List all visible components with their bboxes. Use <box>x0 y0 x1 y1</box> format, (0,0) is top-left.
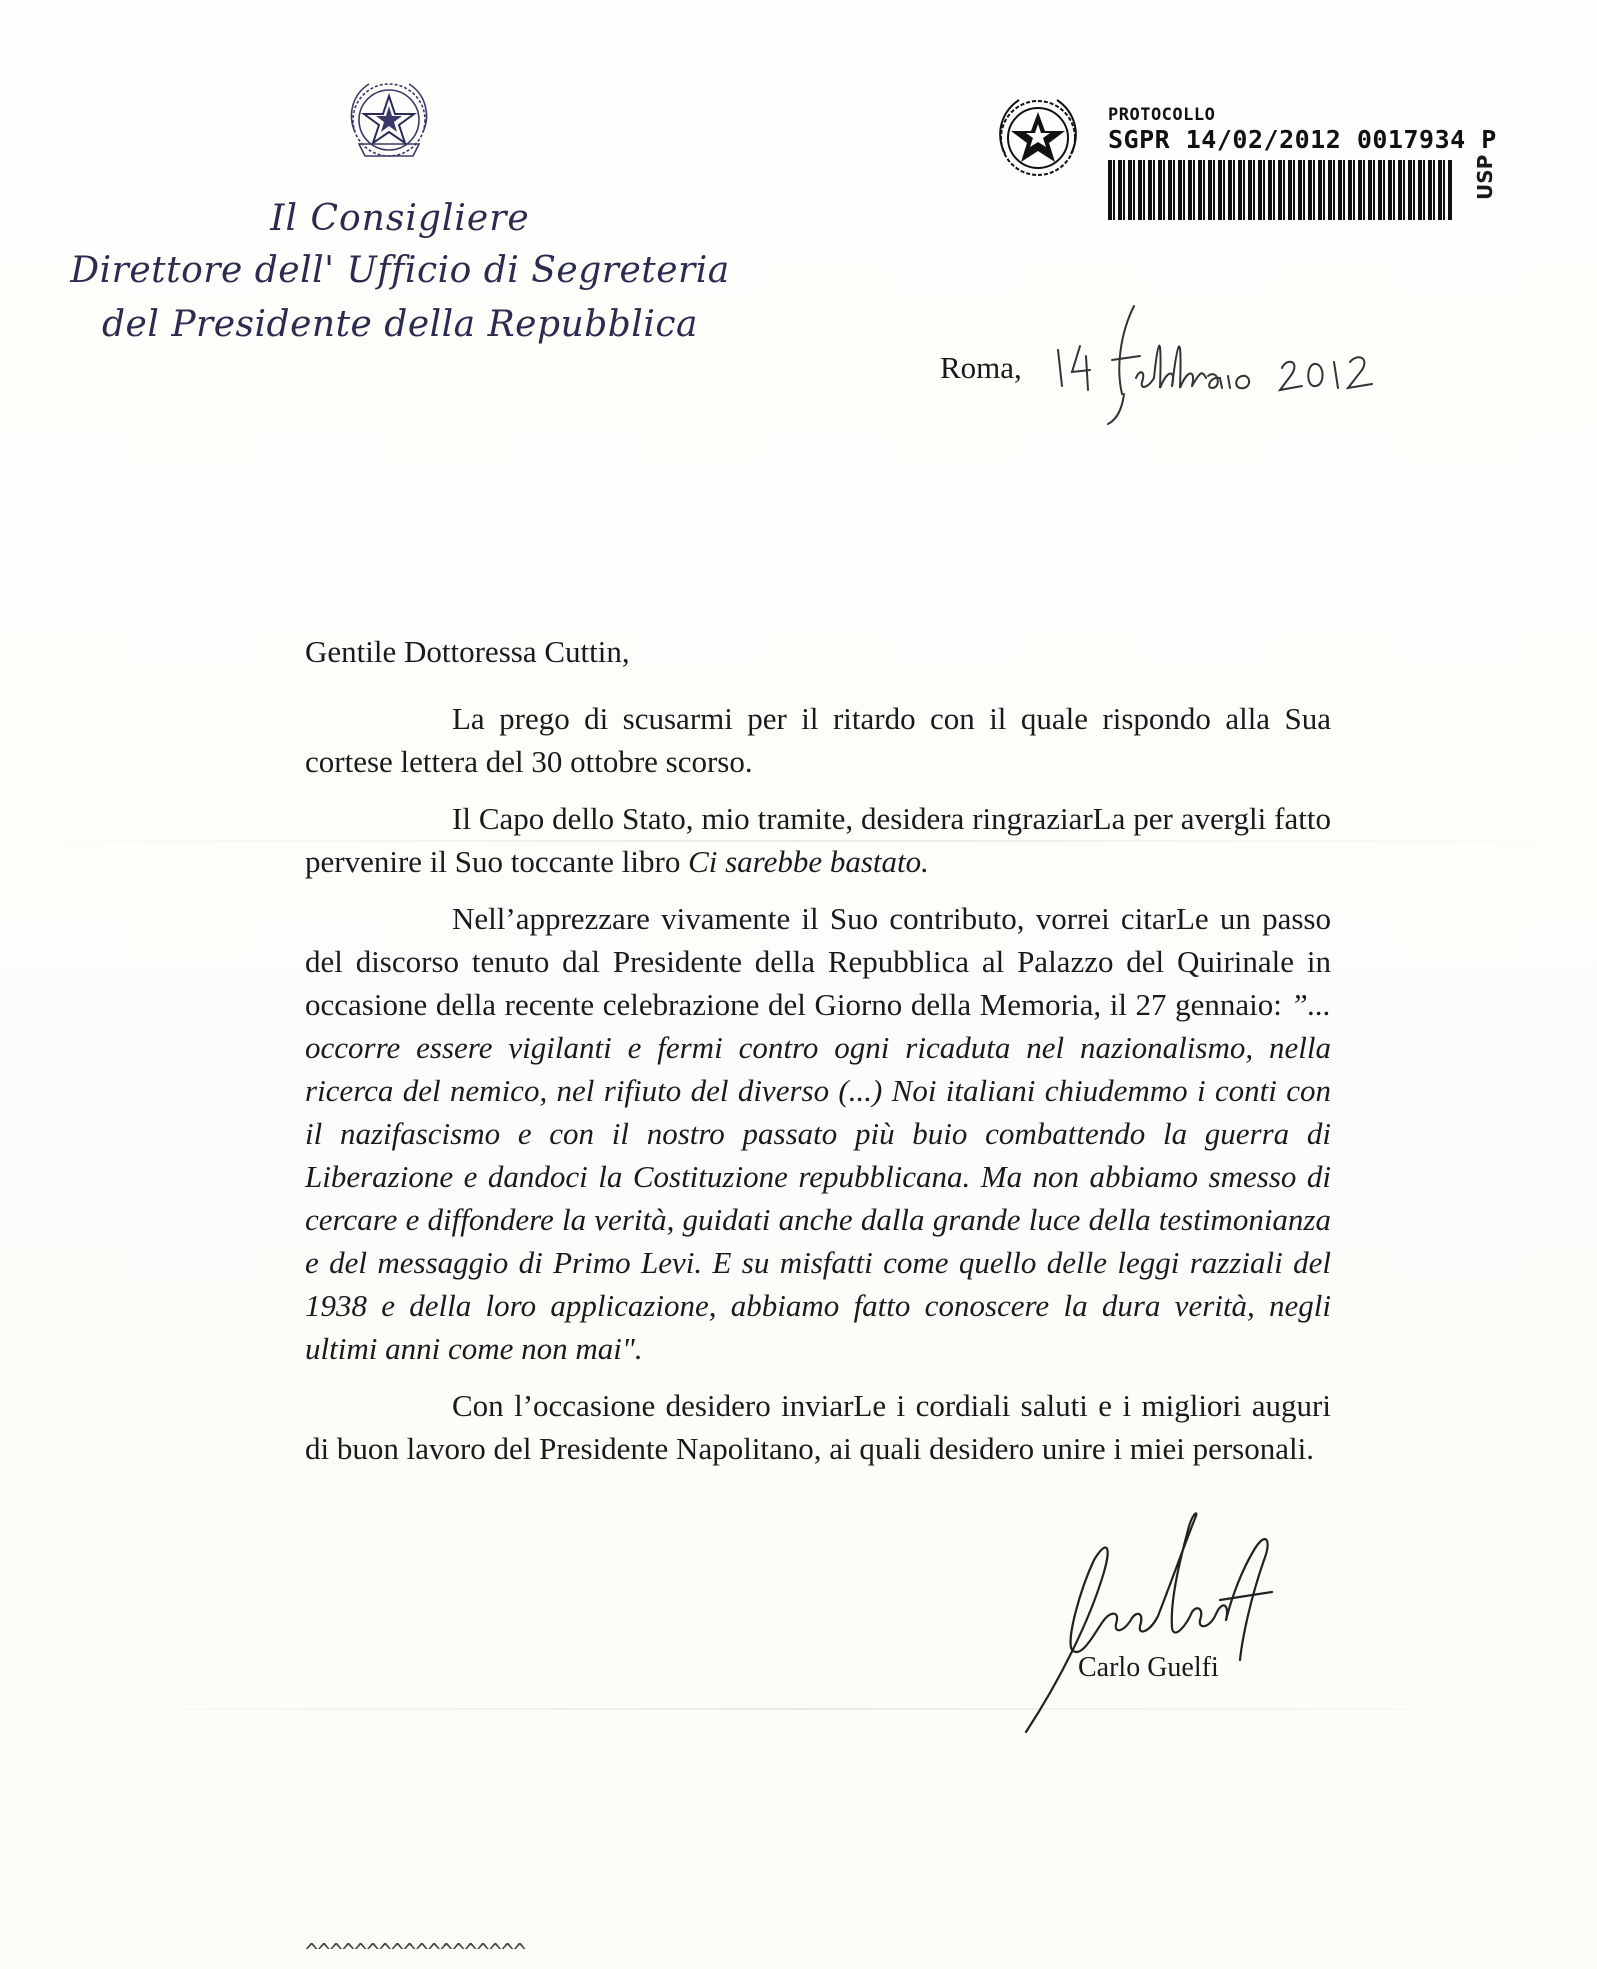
barcode-bar <box>1373 160 1375 220</box>
fold-line <box>0 1708 1597 1710</box>
paragraph-quotation <box>305 897 1331 1370</box>
handwritten-signature <box>1020 1500 1340 1740</box>
barcode-bar <box>1448 160 1452 220</box>
republic-emblem-icon <box>337 74 441 172</box>
barcode-bar <box>1183 160 1185 220</box>
president-quote: ”... occorre essere vigilanti e fermi contro ogni ricaduta nel nazionalismo, nella ricerca del nemico, nel rifiuto del diverso (...) Noi italiani chiudemmo i conti con il nazifascismo e con il nostro passato più buio combattendo la guerra di Liberazione e dandoci la Costituzione repubblicana. Ma non abbiamo smesso di cercare e diffondere la verità, guidati anche dalla grande luce della testimonianza e del messaggio di Primo Levi. E su misfatti come quello delle leggi razziali del 1938 e della loro applicazione, abbiamo fatto conoscere la dura verità, negli ultimi anni come non mai". <box>305 987 1331 1366</box>
barcode-bar <box>1258 160 1262 220</box>
barcode-bar <box>1128 160 1132 220</box>
letterhead-title: Il Consigliere <box>270 198 530 239</box>
footer-marks: ^^^^^^^^^^^^^^^^^^ <box>305 1940 526 1965</box>
letter-body <box>305 630 1331 1484</box>
book-title: Ci sarebbe bastato. <box>688 844 929 879</box>
barcode-bar <box>1213 160 1215 220</box>
barcode-bar <box>1368 160 1372 220</box>
barcode-bar <box>1248 160 1252 220</box>
barcode-bar <box>1413 160 1415 220</box>
barcode-bar <box>1173 160 1175 220</box>
barcode-bar <box>1118 160 1122 220</box>
barcode-bar <box>1148 160 1152 220</box>
barcode-bar <box>1243 160 1245 220</box>
barcode-bar <box>1308 160 1312 220</box>
barcode-bar <box>1108 160 1112 220</box>
paragraph-thanks-text: Il Capo dello Stato, mio tramite, desidera ringraziarLa per avergli fatto pervenire il Suo toccante libro <box>305 801 1331 879</box>
barcode-bar <box>1288 160 1292 220</box>
barcode-bar <box>1268 160 1272 220</box>
barcode-bar <box>1283 160 1285 220</box>
barcode-bar <box>1153 160 1155 220</box>
handwritten-date <box>1050 298 1390 428</box>
letterhead-office: Direttore dell' Ufficio di Segreteria <box>70 250 730 291</box>
barcode-bar <box>1263 160 1265 220</box>
barcode-bar <box>1143 160 1145 220</box>
barcode-bar <box>1418 160 1422 220</box>
barcode-bar <box>1378 160 1382 220</box>
paragraph-quotation-intro: Nell’apprezzare vivamente il Suo contributo, vorrei citarLe un passo del discorso tenuto dal Presidente della Repubblica al Palazzo del Quirinale in occasione della recente celebrazione del Giorno della Memoria, il 27 gennaio: <box>305 901 1331 1022</box>
barcode-bar <box>1338 160 1342 220</box>
barcode-bar <box>1218 160 1222 220</box>
barcode-bar <box>1328 160 1332 220</box>
barcode-bar <box>1208 160 1212 220</box>
date-place: Roma, <box>940 350 1022 385</box>
barcode-bar <box>1123 160 1125 220</box>
barcode-bar <box>1408 160 1412 220</box>
barcode-bar <box>1113 160 1115 220</box>
protocol-stamp <box>1108 106 1497 154</box>
barcode-bar <box>1323 160 1325 220</box>
barcode-bar <box>1273 160 1275 220</box>
barcode-bar <box>1293 160 1295 220</box>
protocol-barcode <box>1108 160 1458 220</box>
paragraph-apology: La prego di scusarmi per il ritardo con il quale rispondo alla Sua cortese lettera del 30 ottobre scorso. <box>305 701 1331 779</box>
barcode-bar <box>1278 160 1282 220</box>
barcode-bar <box>1398 160 1402 220</box>
barcode-bar <box>1163 160 1165 220</box>
barcode-bar <box>1168 160 1172 220</box>
barcode-bar <box>1348 160 1352 220</box>
barcode-bar <box>1228 160 1232 220</box>
protocol-emblem-icon <box>985 90 1091 190</box>
barcode-bar <box>1138 160 1142 220</box>
letterhead <box>70 196 730 350</box>
barcode-bar <box>1158 160 1162 220</box>
barcode-bar <box>1188 160 1192 220</box>
signer-name: Carlo Guelfi <box>1078 1652 1219 1683</box>
barcode-bar <box>1353 160 1355 220</box>
barcode-bar <box>1253 160 1255 220</box>
barcode-bar <box>1403 160 1405 220</box>
barcode-bar <box>1343 160 1345 220</box>
barcode-bar <box>1383 160 1385 220</box>
barcode-bar <box>1388 160 1392 220</box>
barcode-bar <box>1433 160 1435 220</box>
barcode-bar <box>1298 160 1302 220</box>
barcode-bar <box>1233 160 1235 220</box>
protocol-label: PROTOCOLLO <box>1108 105 1216 125</box>
barcode-bar <box>1393 160 1395 220</box>
barcode-bar <box>1438 160 1442 220</box>
letterhead-institution: del Presidente della Repubblica <box>102 304 698 345</box>
paragraph-thanks <box>305 797 1331 883</box>
barcode-bar <box>1313 160 1315 220</box>
salutation: Gentile Dottoressa Cuttin, <box>305 634 630 669</box>
paragraph-closing: Con l’occasione desidero inviarLe i cordiali saluti e i migliori auguri di buon lavoro del Presidente Napolitano, ai quali desidero unire i miei personali. <box>305 1388 1331 1466</box>
barcode-bar <box>1363 160 1365 220</box>
barcode-bar <box>1303 160 1305 220</box>
protocol-side-code: USP <box>1473 154 1497 200</box>
barcode-bar <box>1358 160 1362 220</box>
barcode-bar <box>1223 160 1225 220</box>
barcode-bar <box>1238 160 1242 220</box>
barcode-bar <box>1333 160 1335 220</box>
barcode-bar <box>1318 160 1322 220</box>
barcode-bar <box>1133 160 1135 220</box>
barcode-bar <box>1198 160 1202 220</box>
barcode-bar <box>1428 160 1432 220</box>
barcode-bar <box>1193 160 1195 220</box>
barcode-bar <box>1178 160 1182 220</box>
barcode-bar <box>1443 160 1445 220</box>
barcode-bar <box>1423 160 1425 220</box>
barcode-bar <box>1203 160 1205 220</box>
protocol-number: SGPR 14/02/2012 0017934 P <box>1108 125 1497 154</box>
